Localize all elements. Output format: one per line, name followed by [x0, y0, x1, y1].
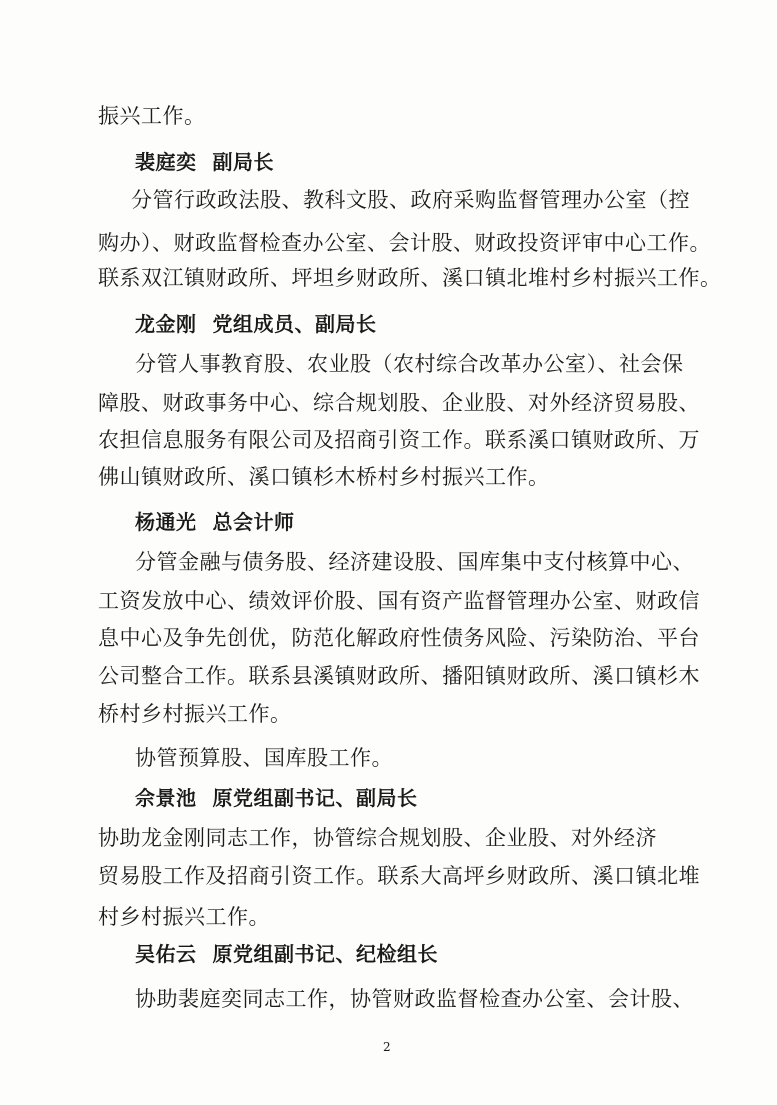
paragraph-line: 农担信息服务有限公司及招商引资工作。联系溪口镇财政所、万	[98, 428, 700, 452]
official-heading	[135, 784, 418, 812]
paragraph-line: 购办）、财政监督检查办公室、会计股、财政投资评审中心工作。	[98, 231, 711, 255]
official-name: 裴庭奕	[135, 150, 197, 174]
official-title: 副局长	[212, 150, 274, 174]
official-name: 杨通光	[135, 510, 197, 534]
paragraph-line: 障股、财政事务中心、综合规划股、企业股、对外经济贸易股、	[98, 391, 700, 415]
official-name: 佘景池	[135, 786, 197, 810]
paragraph-line: 分管人事教育股、农业股（农村综合改革办公室）、社会保	[135, 352, 684, 376]
official-heading	[135, 148, 274, 176]
paragraph-line: 协管预算股、国库股工作。	[135, 746, 393, 770]
paragraph-line: 佛山镇财政所、溪口镇杉木桥村乡村振兴工作。	[98, 465, 550, 489]
paragraph-line: 工资发放中心、绩效评价股、国有资产监督管理办公室、财政信	[98, 589, 700, 613]
paragraph-line: 协助裴庭奕同志工作，协管财政监督检查办公室、会计股、	[135, 987, 694, 1011]
page-number: 2	[383, 1040, 391, 1054]
paragraph-line: 息中心及争先创优，防范化解政府性债务风险、污染防治、平台	[98, 626, 700, 650]
official-name: 龙金刚	[135, 312, 197, 336]
paragraph-line: 桥村乡村振兴工作。	[98, 702, 292, 726]
official-title: 总会计师	[212, 510, 295, 534]
paragraph-line: 分管金融与债务股、经济建设股、国库集中支付核算中心、	[135, 550, 694, 574]
official-heading	[135, 310, 377, 338]
official-heading	[135, 508, 295, 536]
paragraph-line: 振兴工作。	[98, 104, 206, 128]
official-name: 吴佑云	[135, 942, 197, 966]
paragraph-line: 分管行政政法股、教科文股、政府采购监督管理办公室（控	[131, 188, 690, 212]
official-title: 党组成员、副局长	[212, 312, 377, 336]
paragraph-line: 村乡村振兴工作。	[98, 905, 270, 929]
official-title: 原党组副书记、纪检组长	[212, 942, 438, 966]
paragraph-line: 协助龙金刚同志工作，协管综合规划股、企业股、对外经济	[98, 826, 657, 850]
paragraph-line: 公司整合工作。联系县溪镇财政所、播阳镇财政所、溪口镇杉木	[98, 664, 700, 688]
paragraph-line: 联系双江镇财政所、坪坦乡财政所、溪口镇北堆村乡村振兴工作。	[98, 266, 722, 290]
paragraph-line: 贸易股工作及招商引资工作。联系大高坪乡财政所、溪口镇北堆	[98, 864, 700, 888]
official-heading	[135, 940, 438, 968]
official-title: 原党组副书记、副局长	[212, 786, 418, 810]
